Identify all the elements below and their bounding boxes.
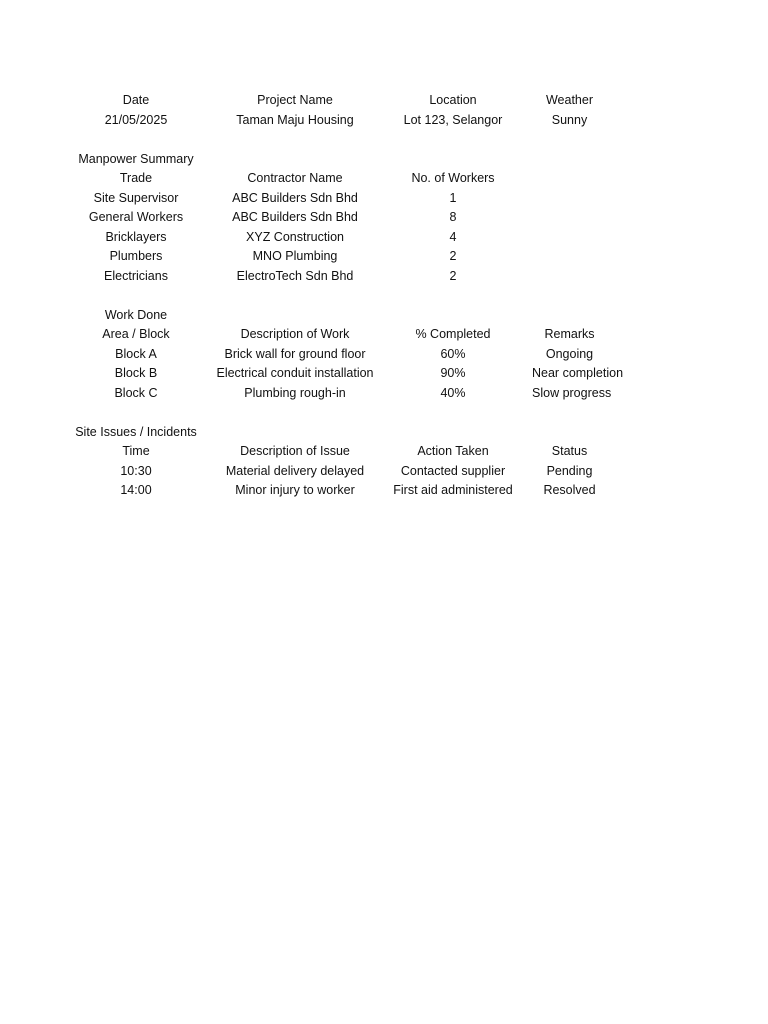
action-taken-header: Action Taken	[417, 444, 489, 458]
contractor-cell: XYZ Construction	[246, 229, 344, 244]
workers-cell: 4	[449, 229, 457, 244]
project-name-value: Taman Maju Housing	[236, 112, 354, 127]
contractor-cell: MNO Plumbing	[252, 249, 338, 263]
location-label: Location	[429, 93, 477, 107]
trade-cell: Electricians	[104, 268, 168, 283]
header-labels-row	[56, 91, 656, 111]
contractor-cell: ABC Builders Sdn Bhd	[232, 190, 358, 205]
remarks-header: Remarks	[544, 327, 595, 341]
status-header: Status	[551, 444, 588, 458]
manpower-header-row	[56, 169, 656, 189]
contractor-cell: ABC Builders Sdn Bhd	[232, 210, 358, 224]
table-row	[56, 189, 656, 209]
trade-header: Trade	[119, 171, 153, 185]
trade-cell: General Workers	[88, 210, 184, 224]
location-value: Lot 123, Selangor	[403, 112, 503, 127]
contractor-cell: ElectroTech Sdn Bhd	[236, 268, 354, 283]
issues-title-row	[56, 423, 656, 443]
spacer-row	[56, 130, 656, 150]
issue-description-cell: Minor injury to worker	[235, 483, 355, 497]
completed-cell: 60%	[440, 346, 466, 361]
completed-cell: 90%	[440, 366, 466, 380]
no-of-workers-header: No. of Workers	[411, 171, 495, 185]
weather-label: Weather	[545, 93, 593, 107]
work-description-cell: Electrical conduit installation	[216, 366, 374, 380]
area-cell: Block C	[114, 385, 158, 400]
workers-cell: 2	[449, 249, 457, 263]
table-row	[56, 345, 656, 365]
area-cell: Block B	[114, 366, 158, 380]
remarks-cell: Near completion	[532, 366, 624, 380]
table-row	[56, 364, 656, 384]
table-row	[56, 247, 656, 267]
workers-cell: 1	[449, 190, 457, 205]
time-cell: 10:30	[120, 463, 152, 478]
time-header: Time	[122, 444, 150, 458]
contractor-name-header: Contractor Name	[247, 171, 343, 185]
workers-cell: 8	[449, 210, 457, 224]
trade-cell: Site Supervisor	[93, 190, 179, 205]
work-done-header-row	[56, 325, 656, 345]
workers-cell: 2	[449, 268, 457, 283]
time-cell: 14:00	[120, 483, 152, 497]
work-done-title: Work Done	[104, 307, 168, 322]
table-row	[56, 462, 656, 482]
completed-cell: 40%	[440, 385, 466, 400]
work-description-cell: Brick wall for ground floor	[224, 346, 366, 361]
date-label: Date	[122, 93, 150, 107]
issue-description-cell: Material delivery delayed	[225, 463, 365, 478]
status-cell: Pending	[546, 463, 593, 478]
weather-value: Sunny	[551, 112, 588, 127]
description-of-issue-header: Description of Issue	[240, 444, 350, 458]
table-row	[56, 267, 656, 287]
status-cell: Resolved	[543, 483, 596, 497]
area-cell: Block A	[115, 346, 157, 361]
date-value: 21/05/2025	[104, 112, 168, 127]
work-description-cell: Plumbing rough-in	[244, 385, 346, 400]
percent-completed-header: % Completed	[415, 327, 491, 341]
trade-cell: Bricklayers	[105, 229, 167, 244]
description-of-work-header: Description of Work	[240, 327, 350, 341]
remarks-cell: Ongoing	[545, 346, 594, 361]
area-block-header: Area / Block	[102, 327, 170, 341]
table-row	[56, 384, 656, 404]
table-row	[56, 208, 656, 228]
action-taken-cell: Contacted supplier	[400, 463, 506, 478]
work-done-title-row	[56, 306, 656, 326]
spacer-row	[56, 286, 656, 306]
table-row	[56, 228, 656, 248]
project-name-label: Project Name	[257, 93, 333, 107]
remarks-cell: Slow progress	[532, 385, 612, 400]
trade-cell: Plumbers	[109, 249, 163, 263]
manpower-summary-title: Manpower Summary	[78, 151, 194, 166]
site-issues-title: Site Issues / Incidents	[75, 424, 197, 439]
issues-header-row	[56, 442, 656, 462]
spacer-row	[56, 403, 656, 423]
daily-site-report-sheet	[56, 91, 656, 501]
manpower-title-row	[56, 150, 656, 170]
header-values-row	[56, 111, 656, 131]
table-row	[56, 481, 656, 501]
action-taken-cell: First aid administered	[393, 483, 513, 497]
